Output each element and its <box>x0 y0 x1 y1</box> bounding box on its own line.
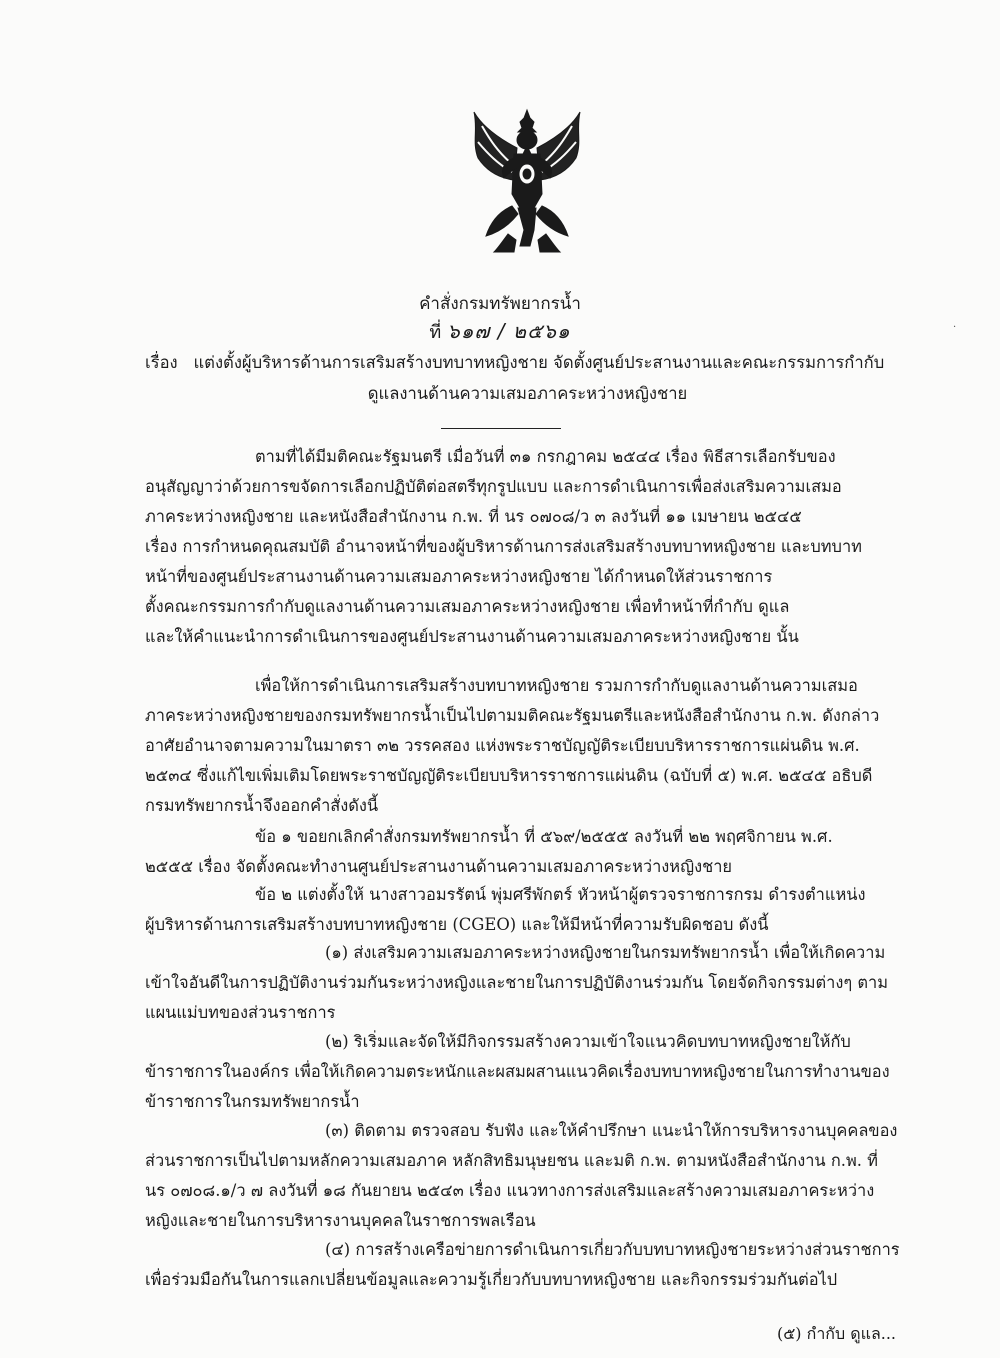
body-line: (๔) การสร้างเครือข่ายการดำเนินการเกี่ยวกับบทบาทหญิงชายระหว่างส่วนราชการ <box>325 1240 900 1259</box>
body-line: เพื่อให้การดำเนินการเสริมสร้างบทบาทหญิงชาย รวมการกำกับดูแลงานด้านความเสมอ <box>255 676 858 695</box>
body-line: อาศัยอำนาจตามความในมาตรา ๓๒ วรรคสอง แห่งพระราชบัญญัติระเบียบบริหารราชการแผ่นดิน พ.ศ. <box>145 736 860 755</box>
body-line: ข้อ ๑ ขอยกเลิกคำสั่งกรมทรัพยากรน้ำ ที่ ๕๖๙/๒๕๕๕ ลงวันที่ ๒๒ พฤศจิกายน พ.ศ. <box>255 827 833 846</box>
stray-mark: · <box>953 322 957 333</box>
body-line: อนุสัญญาว่าด้วยการขจัดการเลือกปฏิบัติต่อสตรีทุกรูปแบบ และการดำเนินการเพื่อส่งเสริมความเสมอ <box>145 477 842 496</box>
order-title: คำสั่งกรมทรัพยากรน้ำ <box>419 294 581 314</box>
garuda-emblem-icon <box>468 108 586 254</box>
body-line: ภาคระหว่างหญิงชาย และหนังสือสำนักงาน ก.พ. ที่ นร ๐๗๐๘/ว ๓ ลงวันที่ ๑๑ เมษายน ๒๕๔๕ <box>145 507 802 526</box>
order-number <box>0 318 1000 346</box>
body-line: ภาคระหว่างหญิงชายของกรมทรัพยากรน้ำเป็นไปตามมติคณะรัฐมนตรีและหนังสือสำนักงาน ก.พ. ดังกล่าว <box>145 706 880 725</box>
body-line: (๒) ริเริ่มและจัดให้มีกิจกรรมสร้างความเข้าใจแนวคิดบทบาทหญิงชายให้กับ <box>325 1032 851 1051</box>
body-line: กรมทรัพยากรน้ำจึงออกคำสั่งดังนี้ <box>145 796 379 815</box>
body-line: (๓) ติดตาม ตรวจสอบ รับฟัง และให้คำปรึกษา แนะนำให้การบริหารงานบุคคลของ <box>325 1121 898 1140</box>
body-line: ผู้บริหารด้านการเสริมสร้างบทบาทหญิงชาย (CGEO) และให้มีหน้าที่ความรับผิดชอบ ดังนี้ <box>145 915 769 934</box>
body-line: ข้าราชการในองค์กร เพื่อให้เกิดความตระหนักและผสมผสานแนวคิดเรื่องบทบาทหญิงชายในการทำงานของ <box>145 1062 890 1081</box>
body-line: (๑) ส่งเสริมความเสมอภาคระหว่างหญิงชายในกรมทรัพยากรน้ำ เพื่อให้เกิดความ <box>325 943 886 962</box>
body-line: ตามที่ได้มีมติคณะรัฐมนตรี เมื่อวันที่ ๓๑ กรกฎาคม ๒๕๔๔ เรื่อง พิธีสารเลือกรับของ <box>255 447 836 466</box>
body-line: ส่วนราชการเป็นไปตามหลักความเสมอภาค หลักสิทธิมนุษยชน และมติ ก.พ. ตามหนังสือสำนักงาน ก.พ. ที่ <box>145 1151 878 1170</box>
body-line: ข้อ ๒ แต่งตั้งให้ นางสาวอมรรัตน์ พุ่มศรีพักตร์ หัวหน้าผู้ตรวจราชการกรม ดำรงตำแหน่ง <box>255 885 866 904</box>
order-number-prefix: ที่ <box>429 322 442 343</box>
body-line: หญิงและชายในการบริหารงานบุคคลในราชการพลเรือน <box>145 1211 536 1230</box>
subject-line-2: ดูแลงานด้านความเสมอภาคระหว่างหญิงชาย <box>367 384 688 403</box>
body-line: ๒๕๕๕ เรื่อง จัดตั้งคณะทำงานศูนย์ประสานงานด้านความเสมอภาคระหว่างหญิงชาย <box>145 857 733 876</box>
body-line: ตั้งคณะกรรมการกำกับดูแลงานด้านความเสมอภาคระหว่างหญิงชาย เพื่อทำหน้าที่กำกับ ดูแล <box>145 597 790 616</box>
body-line: หน้าที่ของศูนย์ประสานงานด้านความเสมอภาคระหว่างหญิงชาย ได้กำหนดให้ส่วนราชการ <box>145 567 773 586</box>
body-line: นร ๐๗๐๘.๑/ว ๗ ลงวันที่ ๑๘ กันยายน ๒๕๔๓ เรื่อง แนวทางการส่งเสริมและสร้างความเสมอภาคระหว่าง <box>145 1181 875 1200</box>
body-line: เพื่อร่วมมือกันในการแลกเปลี่ยนข้อมูลและความรู้เกี่ยวกับบทบาทหญิงชาย และกิจกรรมร่วมกันต่อไป <box>145 1270 838 1289</box>
body-line: เรื่อง การกำหนดคุณสมบัติ อำนาจหน้าที่ของผู้บริหารด้านการส่งเสริมสร้างบทบาทหญิงชาย และบทบาท <box>145 537 862 556</box>
title-divider <box>441 428 561 429</box>
body-line: และให้คำแนะนำการดำเนินการของศูนย์ประสานงานด้านความเสมอภาคระหว่างหญิงชาย นั้น <box>145 627 799 646</box>
order-number-value: ๖๑๗ / ๒๕๖๑ <box>447 319 571 343</box>
subject-line-1: แต่งตั้งผู้บริหารด้านการเสริมสร้างบทบาทหญิงชาย จัดตั้งศูนย์ประสานงานและคณะกรรมการกำกับ <box>193 353 885 372</box>
body-line: แผนแม่บทของส่วนราชการ <box>145 1003 336 1022</box>
body-line: เข้าใจอันดีในการปฏิบัติงานร่วมกันระหว่างหญิงและชายในการปฏิบัติงานร่วมกัน โดยจัดกิจกรรมต่างๆ ตาม <box>145 973 889 992</box>
body-line: ๒๕๓๔ ซึ่งแก้ไขเพิ่มเติมโดยพระราชบัญญัติระเบียบบริหารราชการแผ่นดิน (ฉบับที่ ๕) พ.ศ. ๒๕๔๕ อธิบดี <box>145 766 873 785</box>
continuation-note: (๕) กำกับ ดูแล... <box>776 1324 896 1343</box>
subject-label: เรื่อง <box>145 353 178 372</box>
subject-block <box>145 347 910 409</box>
body-line: ข้าราชการในกรมทรัพยากรน้ำ <box>145 1092 360 1111</box>
